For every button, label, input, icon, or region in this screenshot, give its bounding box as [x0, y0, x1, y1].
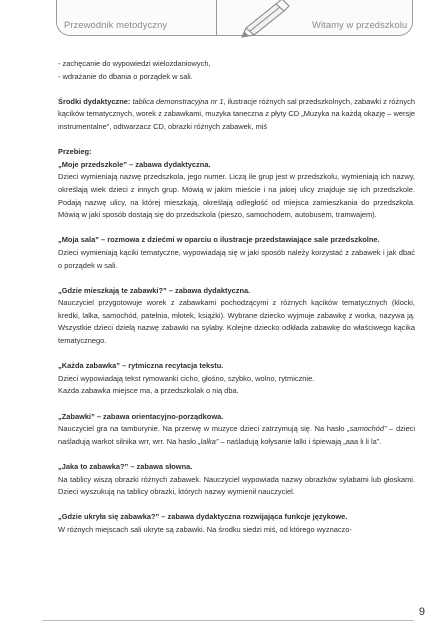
section-title: „Każda zabawka” – rytmiczna recytacja tekstu.	[58, 361, 224, 371]
goal-bullet: - wdrażanie do dbania o porządek w sali.	[58, 71, 193, 81]
section-body: Dzieci wymieniają nazwę przedszkola, jego numer. Liczą ile grup jest w przedszkolu, wymieniają ich nazwy, określają wiek dzieci z innych grup. Mówią w jakim mieście i na jakiej ulicy znajduje się ich przedszkole. Podają nazwę ulicy, na której mieszkają, określają odległość od miejsca zamieszkania do przedszkola. Mówią w jaki sposób dostają się do przedszkola (pieszo, samochodem, autobusem, tramwajem).	[58, 172, 415, 220]
resources-paragraph	[58, 96, 415, 134]
body-text: – dzieci naśladują warkot silnika wrr, wrr. Na hasło	[58, 424, 415, 446]
goal-bullet: - zachęcanie do wypowiedzi wielozdaniowych,	[58, 59, 211, 68]
document-body	[58, 58, 415, 537]
resources-label: Środki dydaktyczne:	[58, 96, 131, 106]
header-right-title: Witamy w przedszkolu	[312, 19, 408, 30]
course-label: Przebieg:	[58, 147, 92, 157]
header-divider	[216, 0, 217, 36]
resources-text: , ilustracje różnych sal przedszkolnych, zabawki z różnych kącików tematycznych, worek z zabawkami, muzyka taneczna z płyty CD „Muzyka na każdą okazję – wersje instrumentalne”, odtwarzacz CD, obrazki różnych zabawek, miś	[58, 96, 415, 131]
section-title: „Zabawki” – zabawa orientacyjno-porządkowa.	[58, 411, 224, 421]
section-title: „Moja sala” – rozmowa z dziećmi w oparciu o ilustracje przedstawiające sale przedszkolne.	[58, 235, 380, 245]
body-italic: „samochód”	[347, 424, 387, 434]
section-title: „Gdzie ukryła się zabawka?” – zabawa dydaktyczna rozwijająca funkcje językowe.	[58, 512, 348, 522]
body-text: – naśladują kołysanie lalki i śpiewają „aaa li li la”.	[218, 436, 382, 446]
section-body	[58, 423, 415, 448]
body-italic: „lalka”	[198, 436, 219, 446]
section-title: „Jaka to zabawka?” – zabawa słowna.	[58, 462, 193, 471]
section-body: Dzieci wymieniają kąciki tematyczne, wypowiadają się w jaki sposób należy korzystać z zabawek i jak dbać o porządek w sali.	[58, 247, 415, 270]
resources-italic: tablica demonstracyjna nr 1	[132, 96, 224, 106]
page-header	[56, 0, 413, 40]
footer-rule	[42, 620, 414, 621]
section-body: Nauczyciel przygotowuje worek z zabawkami pochodzącymi z różnych kącików tematycznych (klocki, kredki, lalka, samochód, patelnia, młotek, książki). Wybrane dziecko wyjmuje zabawkę z worka, nazywa ją. Wszystkie dzieci dzielą nazwę zabawki na sylaby. Kolejne dziecko odkłada zabawkę do właściwego kącika tematycznego.	[58, 298, 415, 346]
section-body: W różnych miejscach sali ukryte są zabawki. Na środku siedzi miś, od którego wyznaczo-	[58, 524, 352, 534]
header-left-title: Przewodnik metodyczny	[64, 19, 168, 30]
section-body: Dzieci wypowiadają tekst rymowanki cicho, głośno, szybko, wolno, rytmicznie. Każda zabawka miejsce ma, a przedszkolak o nią dba.	[58, 373, 315, 396]
section-title: „Gdzie mieszkają te zabawki?” – zabawa dydaktyczna.	[58, 285, 251, 295]
pen-icon	[236, 0, 294, 38]
section-title: „Moje przedszkole” – zabawa dydaktyczna.	[58, 159, 211, 169]
header-frame	[56, 0, 413, 36]
body-text: Nauczyciel gra na tamburynie. Na przerwę w muzyce dzieci zatrzymują się. Na hasło	[58, 424, 348, 434]
section-body: Na tablicy wiszą obrazki różnych zabawek. Nauczyciel wypowiada nazwy obrazków sylabami lub głoskami. Dzieci wyszukują na tablicy obrazki, których nazwy wymienił nauczyciel.	[58, 474, 415, 497]
page-number: 9	[418, 606, 425, 618]
